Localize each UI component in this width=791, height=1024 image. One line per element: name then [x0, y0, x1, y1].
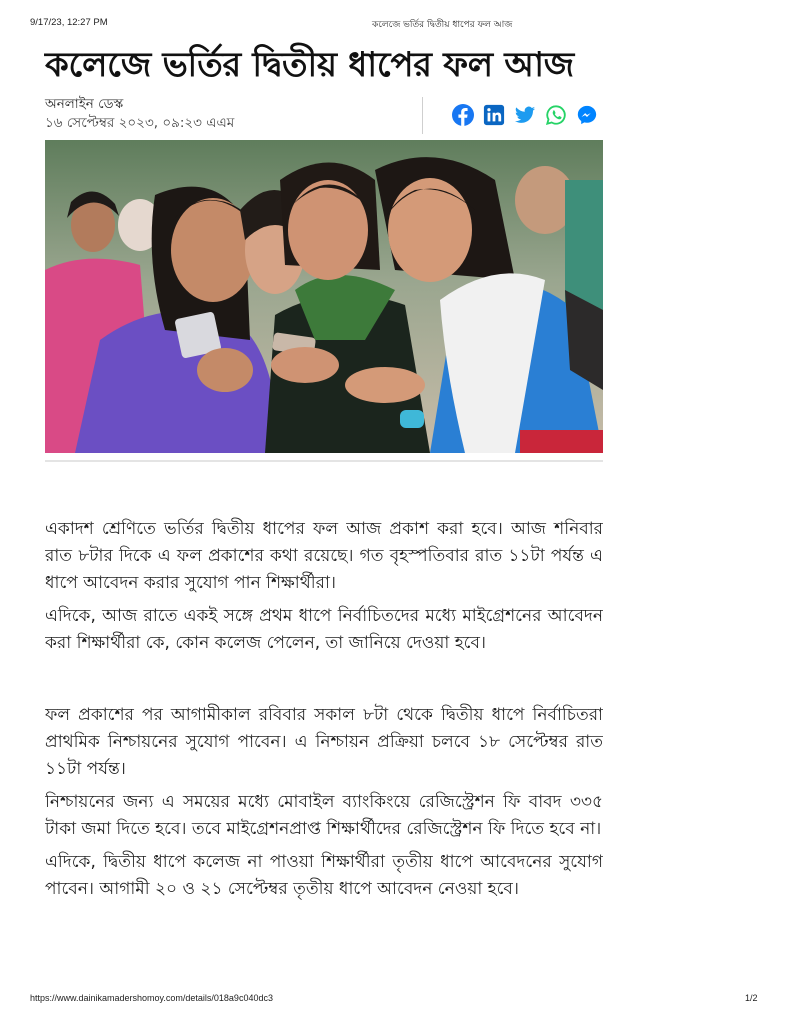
print-url: https://www.dainikamadershomoy.com/details/018a9c040dc3: [30, 993, 273, 1003]
facebook-icon[interactable]: [452, 104, 474, 126]
article-photo: [45, 140, 603, 453]
article-paragraph: নিশ্চায়নের জন্য এ সময়ের মধ্যে মোবাইল ব্যাংকিংয়ে রেজিস্ট্রেশন ফি বাবদ ৩৩৫ টাকা জমা দিতে হবে। তবে মাইগ্রেশনপ্রাপ্ত শিক্ষার্থীদের রেজিস্ট্রেশন ফি দিতে হবে না।: [45, 792, 603, 839]
article-paragraph: ফল প্রকাশের পর আগামীকাল রবিবার সকাল ৮টা থেকে দ্বিতীয় ধাপে নির্বাচিতরা প্রাথমিক নিশ্চায়নের সুযোগ পাবেন। এ নিশ্চায়ন প্রক্রিয়া চলবে ১৮ সেপ্টেম্বর রাত ১১টা পর্যন্ত।: [45, 705, 603, 779]
print-page-title: কলেজে ভর্তির দ্বিতীয় ধাপের ফল আজ: [372, 20, 513, 30]
print-page-number: 1/2: [745, 993, 758, 1003]
print-datetime: 9/17/23, 12:27 PM: [30, 17, 108, 28]
content-gap: [45, 663, 603, 702]
article-paragraph: এদিকে, দ্বিতীয় ধাপে কলেজ না পাওয়া শিক্ষার্থীরা তৃতীয় ধাপে আবেদনের সুযোগ পাবেন। আগামী ২০ ও ২১ সেপ্টেম্বর তৃতীয় ধাপে আবেদন নেওয়া হবে।: [45, 852, 603, 899]
photo-divider: [45, 460, 603, 462]
article-author: অনলাইন ডেস্ক: [45, 96, 124, 112]
article-paragraph: এদিকে, আজ রাতে একই সঙ্গে প্রথম ধাপে নির্বাচিতদের মধ্যে মাইগ্রেশনের আবেদন করা শিক্ষার্থীরা কে, কোন কলেজ পেলেন, তা জানিয়ে দেওয়া হবে।: [45, 606, 603, 653]
article-body: [45, 516, 603, 946]
twitter-icon[interactable]: [514, 104, 536, 126]
byline-divider: [422, 97, 423, 134]
messenger-icon[interactable]: [576, 104, 598, 126]
article-publish-date: ১৬ সেপ্টেম্বর ২০২৩, ০৯:২৩ এএম: [45, 115, 235, 131]
whatsapp-icon[interactable]: [545, 104, 567, 126]
linkedin-icon[interactable]: [483, 104, 505, 126]
article-headline: কলেজে ভর্তির দ্বিতীয় ধাপের ফল আজ: [45, 45, 574, 85]
article-paragraph: একাদশ শ্রেণিতে ভর্তির দ্বিতীয় ধাপের ফল আজ প্রকাশ করা হবে। আজ শনিবার রাত ৮টার দিকে এ ফল প্রকাশের কথা রয়েছে। গত বৃহস্পতিবার রাত ১১টা পর্যন্ত এ ধাপে আবেদন করার সুযোগ পান শিক্ষার্থীরা।: [45, 519, 603, 593]
